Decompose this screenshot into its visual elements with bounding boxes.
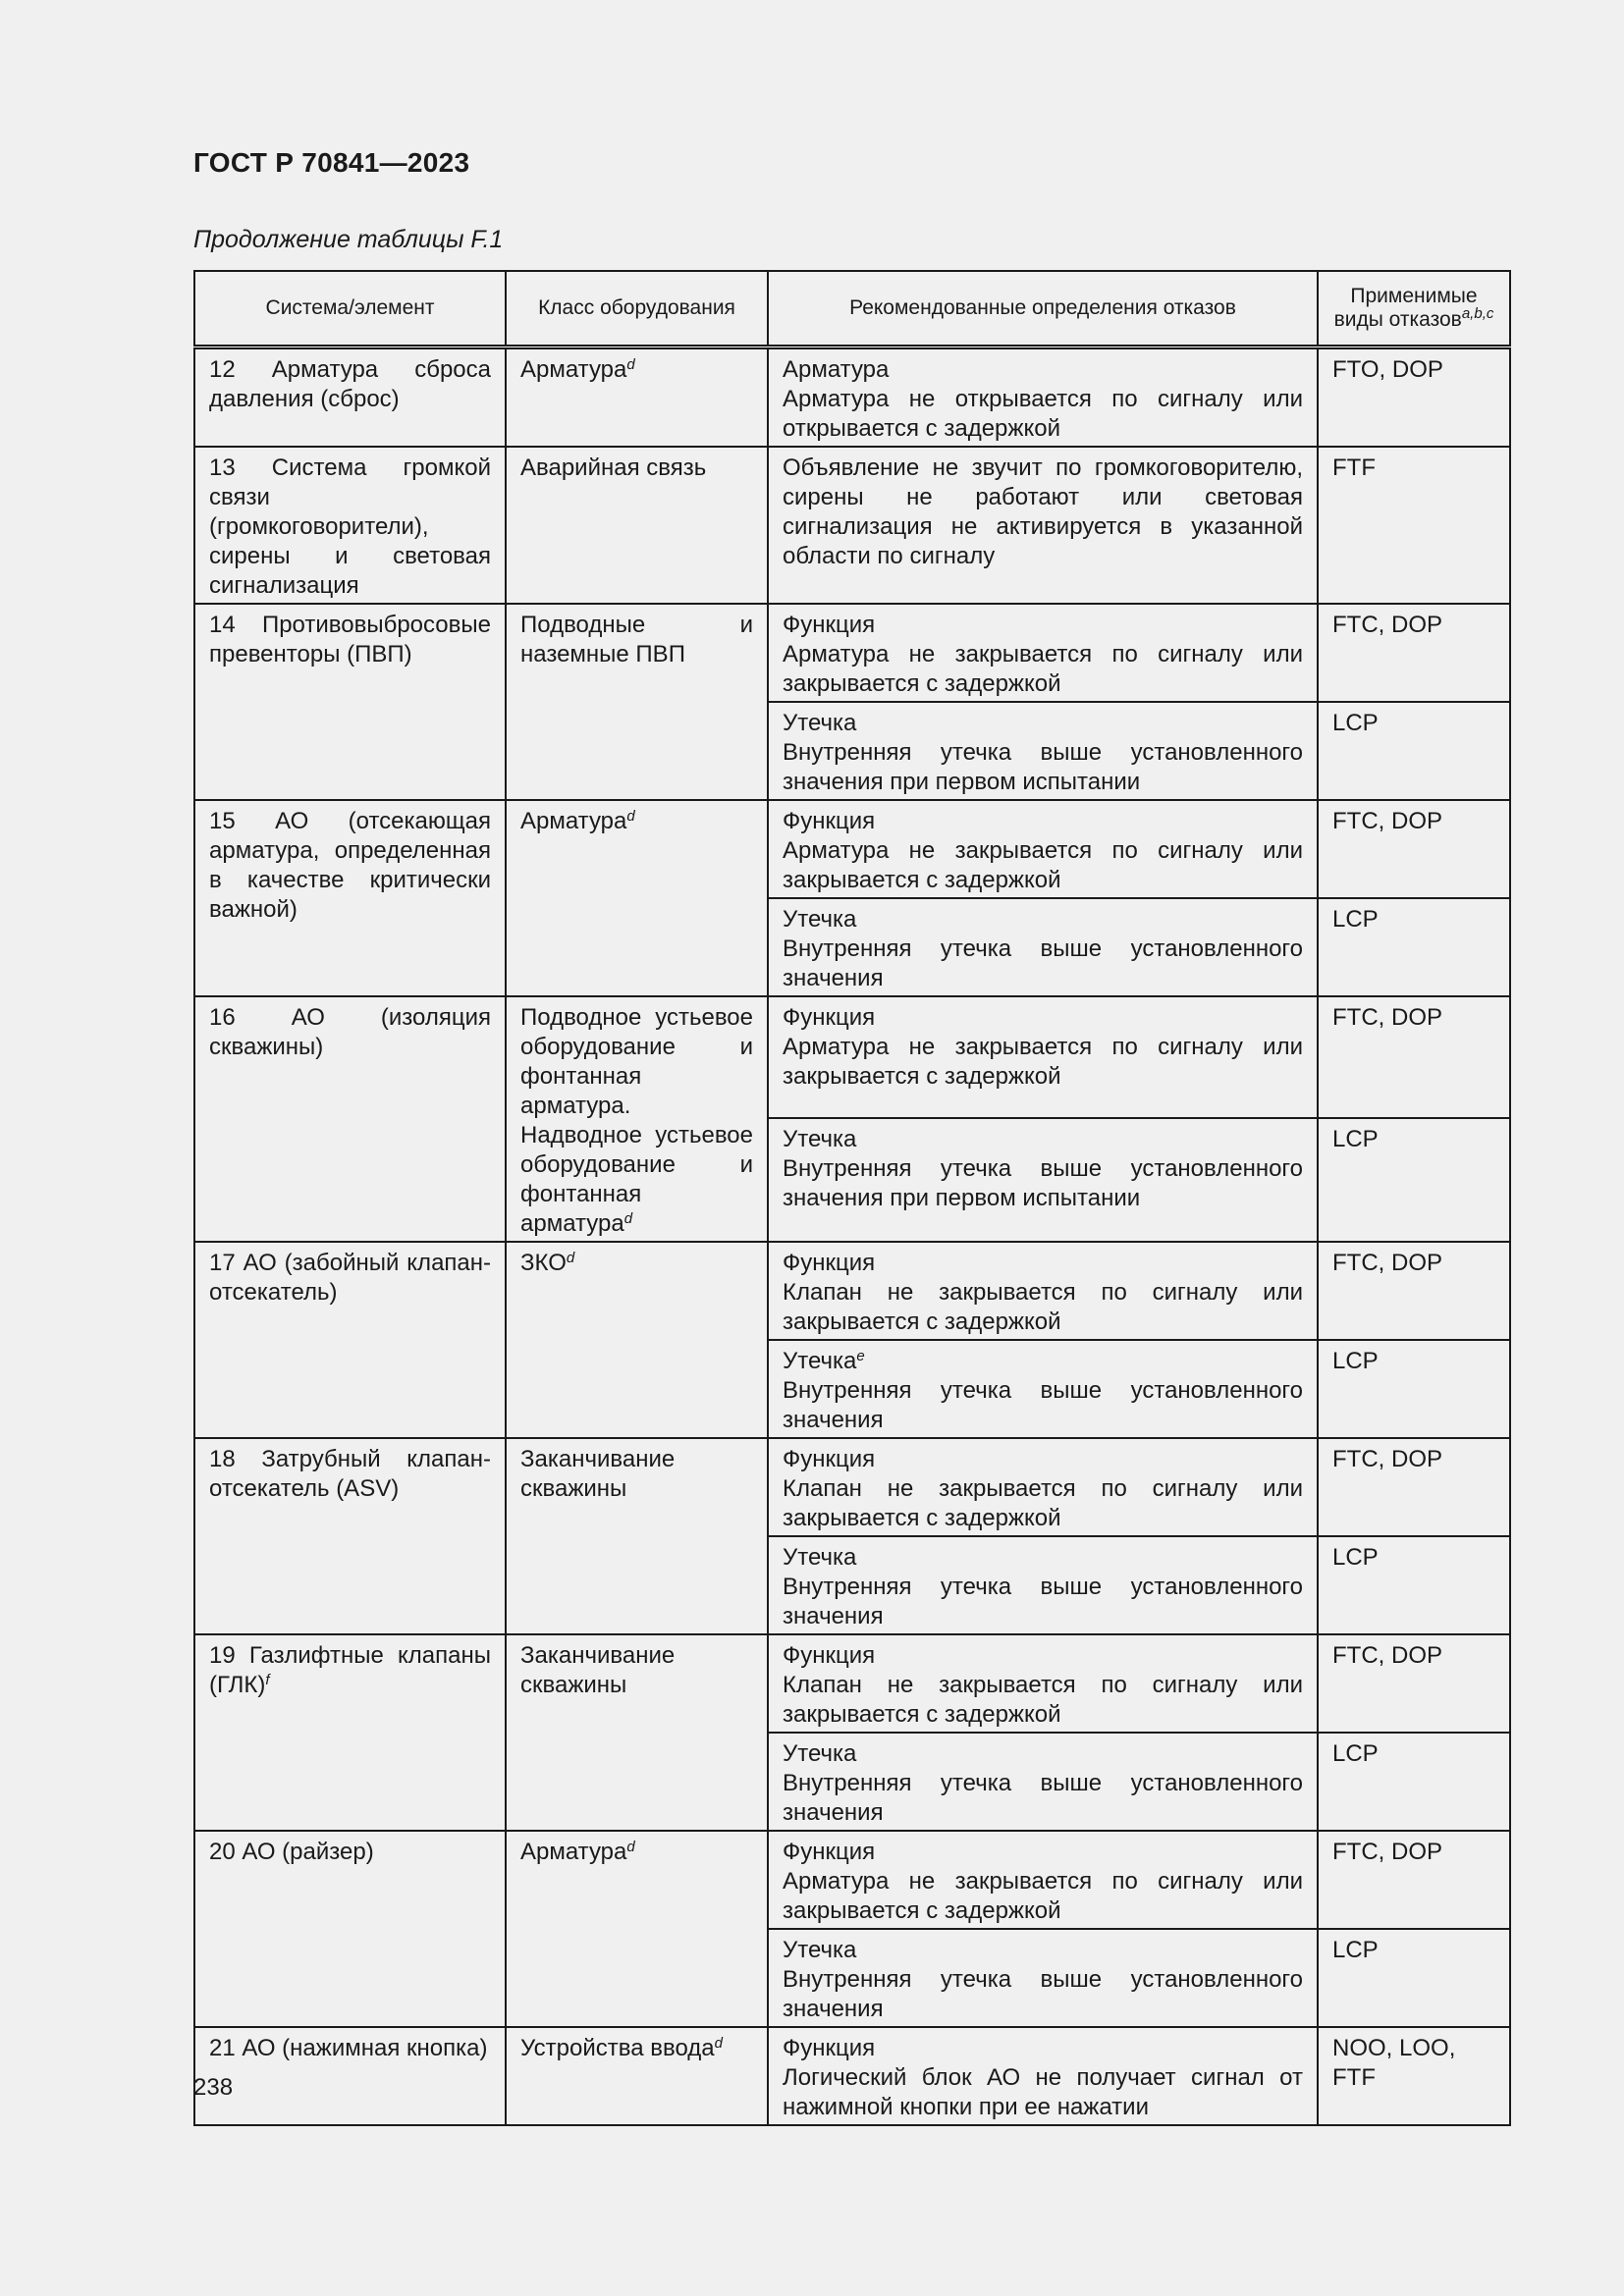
cell-system: 21 АО (нажимная кнопка) — [194, 2027, 506, 2125]
definition-text: Клапан не закрывается по сигналу или закрывается с задержкой — [783, 1672, 1303, 1728]
cell-failure-definition — [768, 1340, 1318, 1438]
cell-failure-modes: LCP — [1318, 1929, 1510, 2027]
cell-system: 12 Арматура сброса давления (сброс) — [194, 347, 506, 448]
cell-failure-modes: LCP — [1318, 1340, 1510, 1438]
cell-failure-modes: LCP — [1318, 1733, 1510, 1831]
definition-text: Арматура не закрывается по сигналу или закрывается с задержкой — [783, 641, 1303, 697]
definition-title: Функция — [783, 1642, 876, 1669]
cell-failure-definition — [768, 996, 1318, 1118]
cell-equipment-class: ЗКО$^d$ — [506, 1242, 768, 1438]
cell-system: 16 АО (изоляция скважины) — [194, 996, 506, 1242]
cell-equipment-class: Подводное устьевое оборудование и фонтанная арматура. Надводное устьевое оборудование и фонтанная арматура$^d$ — [506, 996, 768, 1242]
definition-text: Внутренняя утечка выше установленного значения — [783, 1770, 1303, 1826]
cell-equipment-class: Устройства ввода$^d$ — [506, 2027, 768, 2125]
header-failure-modes: Применимые виды отказов$^{a,b,c}$ — [1318, 271, 1510, 347]
cell-equipment-class: Арматура$^d$ — [506, 347, 768, 448]
definition-title: Функция — [783, 1250, 876, 1276]
table-body — [194, 347, 1510, 2126]
table-header-row — [194, 271, 1510, 347]
table-caption: Продолжение таблицы F.1 — [193, 226, 504, 253]
definition-title: Функция — [783, 1839, 876, 1865]
cell-failure-modes: NOO, LOO, FTF — [1318, 2027, 1510, 2125]
definition-text: Арматура не закрывается по сигналу или закрывается с задержкой — [783, 1034, 1303, 1090]
cell-equipment-class: Заканчивание скважины — [506, 1438, 768, 1634]
table-row — [194, 800, 1510, 898]
definition-title: Функция — [783, 1004, 876, 1031]
cell-failure-modes: FTC, DOP — [1318, 604, 1510, 702]
definition-text: Внутренняя утечка выше установленного значения при первом испытании — [783, 1154, 1303, 1211]
definition-text: Логический блок АО не получает сигнал от нажимной кнопки при ее нажатии — [783, 2064, 1303, 2120]
definition-title: Утечка — [783, 1125, 857, 1152]
cell-system: 13 Система громкой связи (громкоговорители), сирены и световая сигнализация — [194, 447, 506, 604]
table-row — [194, 447, 1510, 604]
header-equipment-class: Класс оборудования — [506, 271, 768, 347]
definition-title: Утечка$^e$ — [783, 1348, 865, 1374]
cell-system: 15 АО (отсекающая арматура, определенная в качестве критически важной) — [194, 800, 506, 996]
definition-title: Утечка — [783, 1740, 857, 1767]
cell-system: 18 Затрубный клапан-отсекатель (ASV) — [194, 1438, 506, 1634]
cell-failure-definition — [768, 1242, 1318, 1340]
definition-title: Утечка — [783, 710, 857, 736]
definition-text: Внутренняя утечка выше установленного значения — [783, 1377, 1303, 1433]
definition-text: Объявление не звучит по громкоговорителю, сирены не работают или световая сигнализация не активируется в указанной области по сигналу — [783, 454, 1303, 569]
cell-failure-definition — [768, 898, 1318, 996]
definition-title: Функция — [783, 612, 876, 638]
definition-title: Функция — [783, 1446, 876, 1472]
definition-text: Арматура не закрывается по сигналу или закрывается с задержкой — [783, 837, 1303, 893]
cell-failure-modes: FTF — [1318, 447, 1510, 604]
table-row — [194, 1242, 1510, 1340]
table-row — [194, 347, 1510, 448]
cell-failure-modes: FTC, DOP — [1318, 1634, 1510, 1733]
cell-failure-modes: LCP — [1318, 1118, 1510, 1242]
definition-text: Клапан не закрывается по сигналу или закрывается с задержкой — [783, 1279, 1303, 1335]
cell-failure-modes: LCP — [1318, 1536, 1510, 1634]
cell-failure-definition — [768, 1536, 1318, 1634]
cell-equipment-class: Заканчивание скважины — [506, 1634, 768, 1831]
cell-failure-definition — [768, 1634, 1318, 1733]
cell-system: 17 АО (забойный клапан-отсекатель) — [194, 1242, 506, 1438]
cell-failure-definition — [768, 604, 1318, 702]
cell-system: 20 АО (райзер) — [194, 1831, 506, 2027]
failure-definitions-table — [193, 270, 1511, 2126]
cell-equipment-class: Арматура$^d$ — [506, 1831, 768, 2027]
cell-failure-definition — [768, 702, 1318, 800]
cell-equipment-class: Подводные и наземные ПВП — [506, 604, 768, 800]
cell-failure-definition — [768, 347, 1318, 448]
definition-title: Функция — [783, 2035, 876, 2061]
definition-title: Функция — [783, 808, 876, 834]
cell-failure-modes: FTO, DOP — [1318, 347, 1510, 448]
table-row — [194, 996, 1510, 1118]
cell-failure-definition — [768, 1929, 1318, 2027]
cell-failure-definition — [768, 800, 1318, 898]
definition-text: Клапан не закрывается по сигналу или закрывается с задержкой — [783, 1475, 1303, 1531]
definition-title: Утечка — [783, 1937, 857, 1963]
definition-text: Внутренняя утечка выше установленного значения — [783, 1966, 1303, 2022]
table-row — [194, 604, 1510, 702]
table-row — [194, 1831, 1510, 1929]
cell-system: 19 Газлифтные клапаны (ГЛК)$^f$ — [194, 1634, 506, 1831]
table-row — [194, 1438, 1510, 1536]
document-header: ГОСТ Р 70841—2023 — [193, 147, 470, 178]
definition-text: Внутренняя утечка выше установленного значения — [783, 1574, 1303, 1629]
definition-text: Внутренняя утечка выше установленного значения при первом испытании — [783, 739, 1303, 795]
cell-failure-definition — [768, 1831, 1318, 1929]
cell-failure-definition — [768, 1438, 1318, 1536]
definition-text: Арматура не закрывается по сигналу или закрывается с задержкой — [783, 1868, 1303, 1924]
cell-failure-definition — [768, 447, 1318, 604]
cell-failure-modes: LCP — [1318, 702, 1510, 800]
header-failure-definitions: Рекомендованные определения отказов — [768, 271, 1318, 347]
table-row — [194, 2027, 1510, 2125]
cell-failure-modes: LCP — [1318, 898, 1510, 996]
page-number: 238 — [193, 2074, 234, 2101]
definition-title: Утечка — [783, 906, 857, 933]
cell-failure-modes: FTC, DOP — [1318, 996, 1510, 1118]
cell-equipment-class: Аварийная связь — [506, 447, 768, 604]
cell-equipment-class: Арматура$^d$ — [506, 800, 768, 996]
header-system: Система/элемент — [194, 271, 506, 347]
cell-failure-definition — [768, 1733, 1318, 1831]
definition-title: Арматура — [783, 356, 890, 383]
definition-text: Внутренняя утечка выше установленного значения — [783, 935, 1303, 991]
cell-failure-modes: FTC, DOP — [1318, 1438, 1510, 1536]
cell-failure-definition — [768, 1118, 1318, 1242]
cell-failure-modes: FTC, DOP — [1318, 1242, 1510, 1340]
definition-title: Утечка — [783, 1544, 857, 1571]
cell-system: 14 Противовыбросовые превенторы (ПВП) — [194, 604, 506, 800]
definition-text: Арматура не открывается по сигналу или открывается с задержкой — [783, 386, 1303, 442]
table-row — [194, 1634, 1510, 1733]
cell-failure-modes: FTC, DOP — [1318, 800, 1510, 898]
cell-failure-definition — [768, 2027, 1318, 2125]
cell-failure-modes: FTC, DOP — [1318, 1831, 1510, 1929]
